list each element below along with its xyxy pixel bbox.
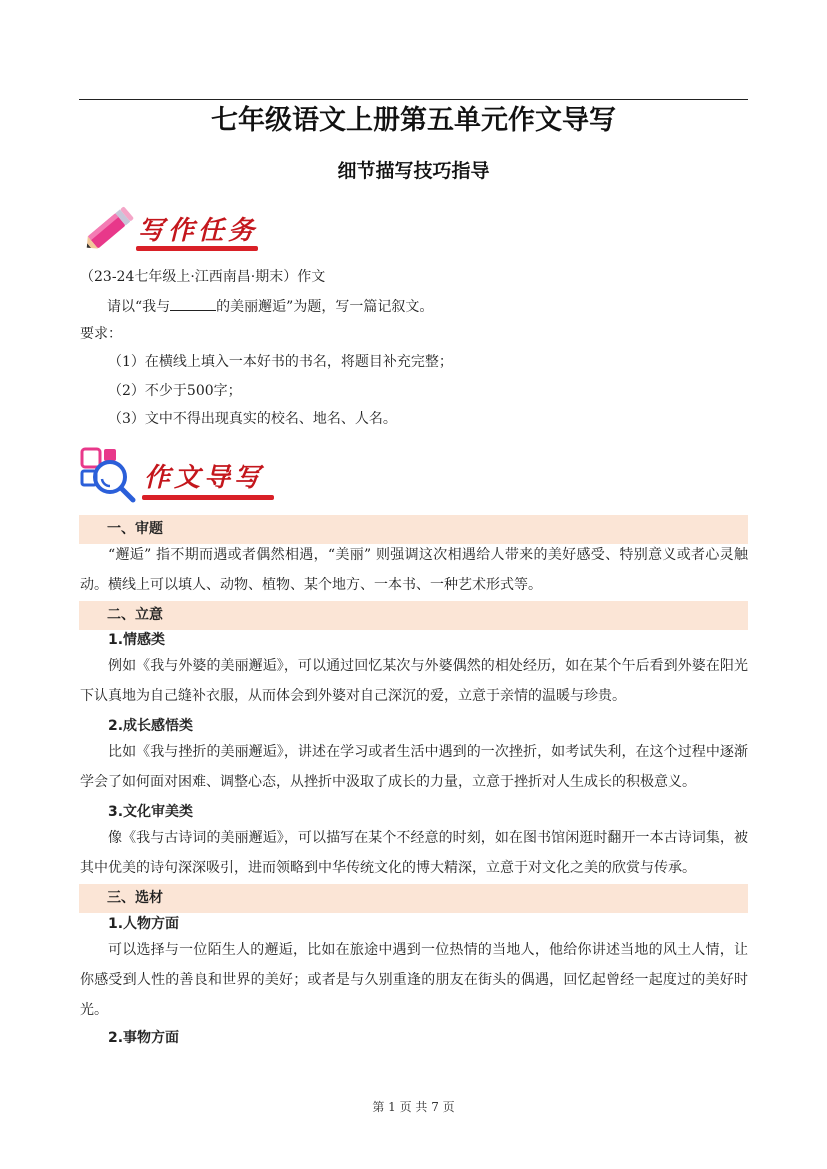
requirement-item: （2）不少于500字； (108, 383, 242, 399)
section-header: 三、选材 (79, 884, 748, 913)
task-banner-underline (136, 246, 258, 251)
guide-banner (80, 447, 280, 505)
requirements-label: 要求： (80, 326, 122, 342)
section-header: 二、立意 (79, 601, 748, 630)
pencil-icon (80, 200, 138, 258)
task-banner-label: 写作任务 (138, 216, 259, 246)
subsection-heading: 2.事物方面 (108, 1030, 180, 1046)
requirement-item: （3）文中不得出现真实的校名、地名、人名。 (108, 411, 397, 427)
task-prompt (107, 296, 433, 317)
page-title: 七年级语文上册第五单元作文导写 (211, 105, 616, 136)
subsection-heading: 2.成长感悟类 (108, 718, 194, 734)
task-banner (80, 200, 280, 258)
section-paragraph: 比如《我与挫折的美丽邂逅》，讲述在学习或者生活中遇到的一次挫折，如考试失利，在这个过程中逐渐学会了如何面对困难、调整心态，从挫折中汲取了成长的力量，立意于挫折对人生成长的积极意义。 (80, 744, 748, 790)
task-prompt-end: 的美丽邂逅”为题，写一篇记叙文。 (216, 299, 434, 315)
page-subtitle: 细节描写技巧指导 (337, 160, 490, 182)
section-paragraph: “邂逅” 指不期而遇或者偶然相遇，“美丽” 则强调这次相遇给人带来的美好感受、特别意义或者心灵触动。横线上可以填人、动物、植物、某个地方、一本书、一种艺术形式等。 (80, 547, 748, 593)
subsection-heading: 1.人物方面 (108, 916, 180, 932)
section-paragraph: 例如《我与外婆的美丽邂逅》，可以通过回忆某次与外婆偶然的相处经历，如在某个午后看到外婆在阳光下认真地为自己缝补衣服，从而体会到外婆对自己深沉的爱，立意于亲情的温暖与珍贵。 (80, 658, 748, 704)
requirement-item: （1）在横线上填入一本好书的书名，将题目补充完整； (108, 354, 453, 370)
section-header: 一、审题 (79, 515, 748, 544)
task-prompt-start: 请以“我与 (107, 299, 171, 315)
title-blank-line (170, 296, 216, 311)
section-paragraph: 可以选择与一位陌生人的邂逅，比如在旅途中遇到一位热情的当地人，他给你讲述当地的风土人情，让你感受到人性的善良和世界的美好；或者是与久别重逢的朋友在街头的偶遇，回忆起曾经一起度过的美好时光。 (80, 942, 748, 1018)
guide-banner-label: 作文导写 (144, 463, 265, 493)
header-rule (79, 99, 748, 100)
task-source: （23-24七年级上·江西南昌·期末）作文 (80, 269, 326, 285)
subsection-heading: 1.情感类 (108, 632, 166, 648)
page-footer: 第 1 页 共 7 页 (372, 1100, 455, 1114)
guide-banner-underline (142, 495, 274, 500)
section-paragraph: 像《我与古诗词的美丽邂逅》，可以描写在某个不经意的时刻，如在图书馆闲逛时翻开一本古诗词集，被其中优美的诗句深深吸引，进而领略到中华传统文化的博大精深，立意于对文化之美的欣赏与传承。 (80, 830, 748, 876)
magnifier-icon (80, 447, 138, 505)
subsection-heading: 3.文化审美类 (108, 804, 194, 820)
